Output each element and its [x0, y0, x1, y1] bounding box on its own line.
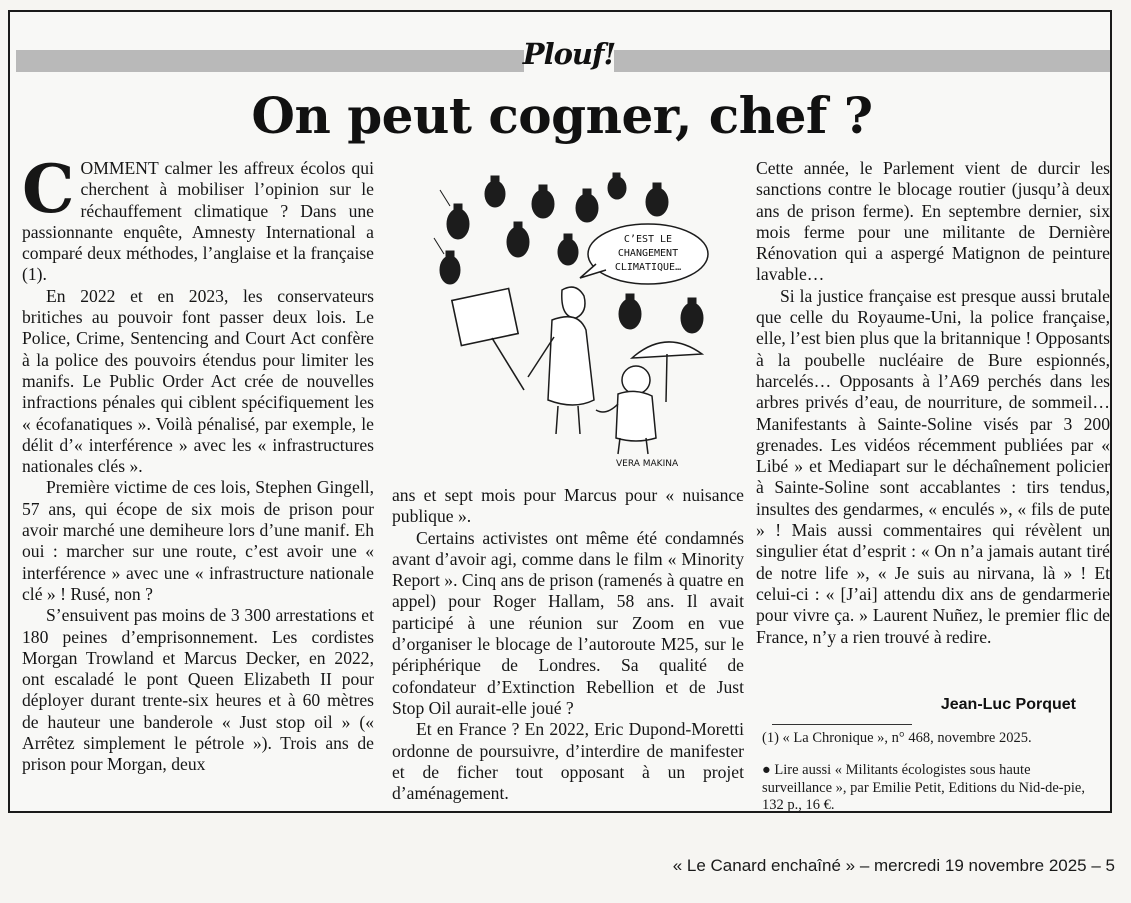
paragraph: ans et sept mois pour Marcus pour « nuisance publique ». [392, 485, 744, 527]
rubric-band-left [16, 50, 524, 72]
speech-bubble [580, 224, 708, 284]
article-column-2 [392, 485, 744, 804]
paragraph: En 2022 et en 2023, les conservateurs britiches au pouvoir font passer deux lois. Le Police, Crime, Sentencing and Court Act confère à la police des pouvoirs étendus pour limiter les manifs. Le Public Order Act crée de nouvelles infractions pénales qui ciblent spécifiquement les « écofanatiques ». Voilà pénalisé, par exemple, le délit d’« interférence » avec les « infrastructures nationales clés ». [22, 285, 374, 477]
headline: On peut cogner, chef ? [251, 86, 873, 145]
protest-sign [452, 288, 524, 390]
article-column-3 [756, 158, 1110, 648]
paragraph: Certains activistes ont même été condamnés avant d’avoir agi, comme dans le film « Minority Report ». Cinq ans de prison (ramenés à quatre en appel) pour Roger Hallam, 58 ans. Il avait participé à une réunion sur Zoom en vue d’organiser le blocage de l’autoroute M25, sur le périphérique de Londres. Sa qualité de cofondateur d’Extinction Rebellion et de Just Stop Oil aurait-elle joué ? [392, 527, 744, 718]
grenade-icon [558, 234, 578, 265]
child-figure [596, 366, 656, 454]
footnote: (1) « La Chronique », n° 468, novembre 2025. [762, 730, 1032, 746]
author-signature: Jean-Luc Porquet [940, 696, 1076, 713]
grenade-icon [532, 185, 554, 218]
adult-figure [528, 287, 594, 434]
rubric-band-right [614, 50, 1110, 72]
grenade-icon [434, 238, 460, 284]
rubric-title: Plouf! [522, 37, 616, 71]
paragraph: Cette année, le Parlement vient de durcir les sanctions contre le blocage routier (jusqu’à deux ans de prison ferme). En septembre dernier, six mois ferme pour une militante de Dernière Rénovation qui a aspergé Matignon de peinture lavable… [756, 158, 1110, 285]
footnote-rule [772, 724, 912, 725]
paragraph: S’ensuivent pas moins de 3 300 arrestations et 180 peines d’emprisonnement. Les cordistes Morgan Trowland et Marcus Decker, en 2022, ont escaladé le pont Queen Elizabeth II pour déployer durant trente-six heures et à 60 mètres de hauteur une banderole « Just stop oil » (« Arrêtez simplement le pétrole »). Trois ans de prison pour Morgan, deux [22, 605, 374, 775]
paragraph-text: OMMENT calmer les affreux écolos qui cherchent à mobiliser l’opinion sur le réchauffement climatique ? Dans une passionnante enquête, Amnesty International a comparé deux méthodes, l’anglaise et la française (1). [22, 158, 374, 285]
cartoon-illustration [420, 162, 720, 472]
article-frame [8, 10, 1112, 813]
page-footer: « Le Canard enchaîné » – mercredi 19 novembre 2025 – 5 [672, 856, 1115, 875]
grenade-icon [646, 183, 668, 216]
read-also-note: ● Lire aussi « Militants écologistes sous haute surveillance », par Emilie Petit, Editions du Nid-de-pie, 132 p., 16 €. [762, 762, 1085, 813]
cartoon-signature: VERA MAKINA [616, 459, 679, 469]
drop-cap: C [22, 150, 75, 228]
grenade-icon [485, 176, 505, 207]
grenade-icon [440, 190, 469, 239]
paragraph: Si la justice française est presque aussi brutale que celle du Royaume-Uni, la police française, elle, l’est bien plus que la britannique ! Opposants à la poubelle nucléaire de Bure espionnés, harcelés… Opposants à l’A69 perchés dans les arbres privés d’eau, de nourriture, de sommeil… Manifestants à Sainte-Soline visés par 3 200 grenades. Les vidéos récemment publiées par « Libé » et Mediapart sur le déchaînement policier à Sainte-Soline sont accablantes : tirs tendus, insultes des gendarmes, « enculés », « fils de pute » ! Mais aussi commentaires qui révèlent un singulier état d’esprit : « On n’a jamais autant tiré de notre life », « Je suis au nirvana, là » ! Et celui-ci : « [J’ai] attendu dix ans de gendarmerie pour vivre ça. » Laurent Nuñez, le premier flic de France, n’y a rien trouvé à redire. [756, 285, 1110, 647]
paragraph [22, 150, 374, 286]
speech-text: CLIMATIQUE… [614, 262, 682, 273]
grenade-icon [619, 294, 641, 329]
grenade-icon [608, 173, 626, 199]
grenade-icon [681, 298, 703, 333]
paragraph: Et en France ? En 2022, Eric Dupond-Moretti ordonne de poursuivre, d’interdire de manifester et de ficher tout opposant à un projet d’aménagement. [392, 719, 744, 804]
speech-text: CHANGEMENT [617, 248, 679, 259]
article-column-1 [22, 150, 374, 776]
grenade-icon [507, 222, 529, 257]
grenade-icon [576, 189, 598, 222]
speech-text: C’EST LE [623, 234, 673, 245]
paragraph: Première victime de ces lois, Stephen Gingell, 57 ans, qui écope de six mois de prison pour avoir marché une demiheure lors d’une manif. Eh oui : marcher sur une route, c’est avoir une « interférence » avec une « infrastructure nationale clé » ! Rusé, non ? [22, 477, 374, 604]
